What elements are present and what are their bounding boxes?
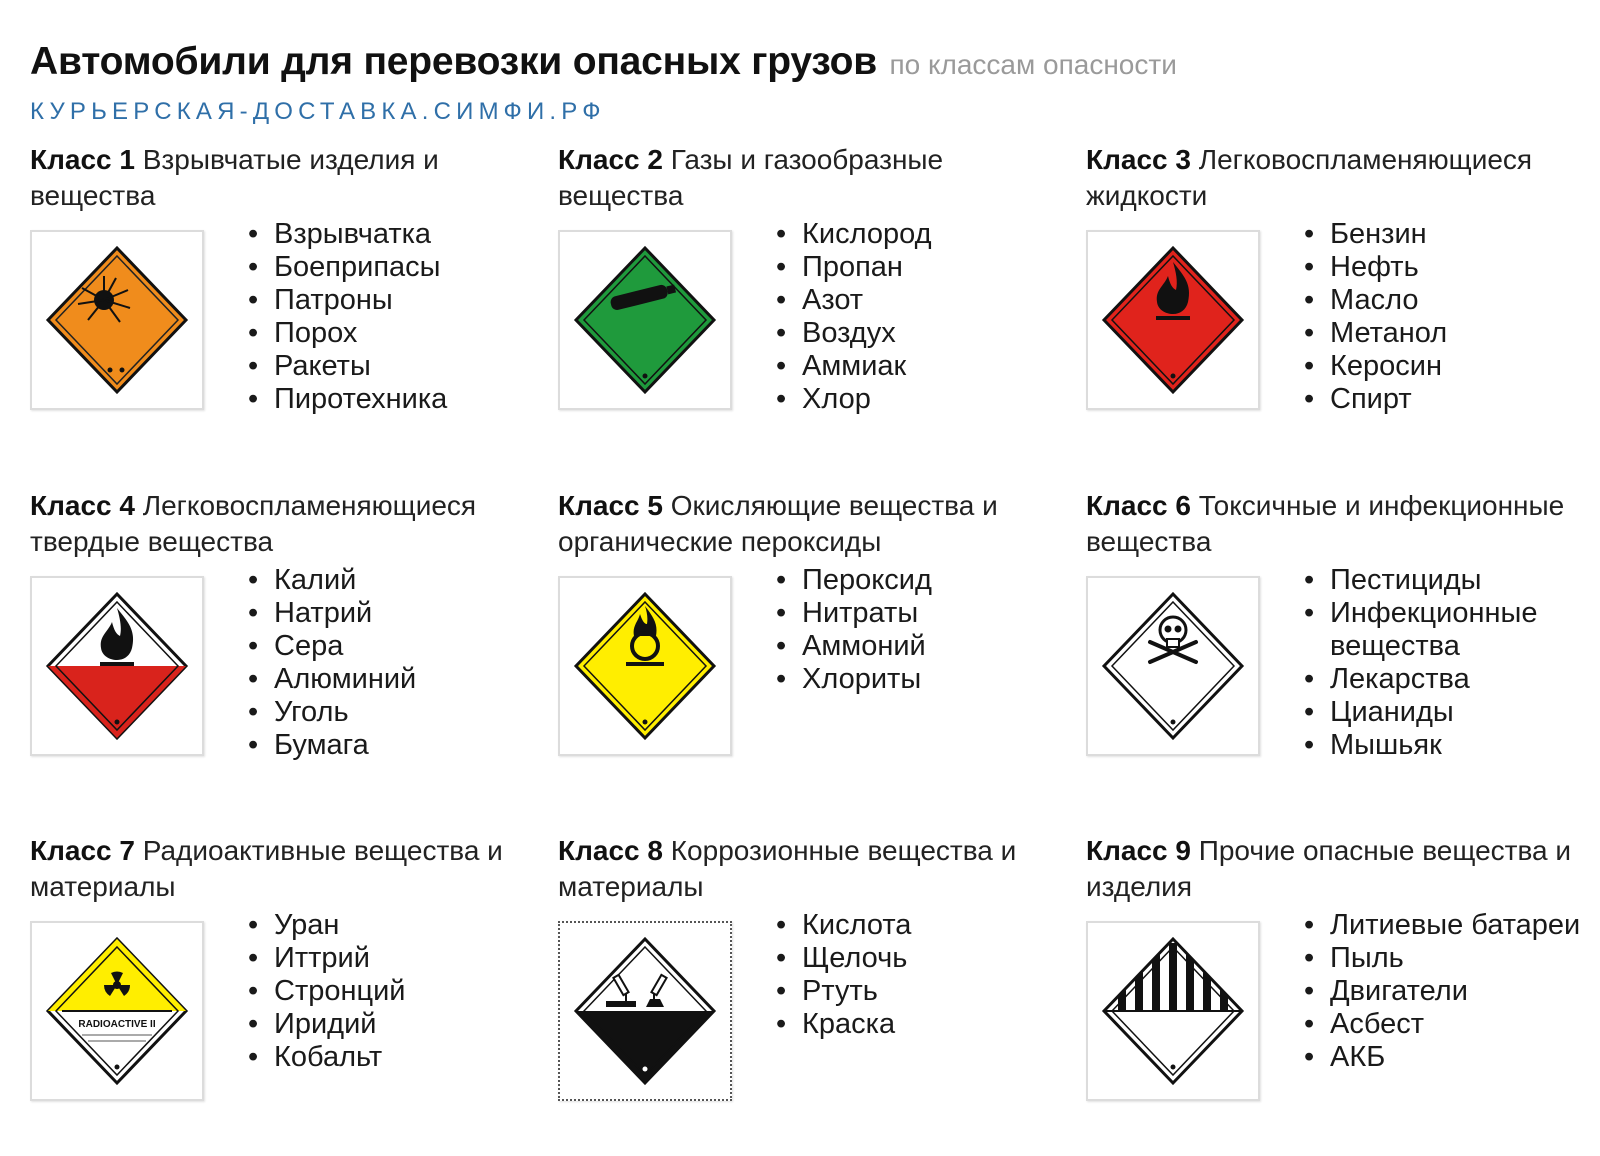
hazard-class-3 [1086, 142, 1596, 462]
substance-list [776, 909, 1066, 1041]
hazard-class-6 [1086, 488, 1596, 808]
class-label: Класс 5 [558, 490, 663, 521]
hazard-class-5 [558, 488, 1068, 808]
list-item: • Уголь [248, 696, 538, 729]
hazard-class-2 [558, 142, 1068, 462]
class-heading [558, 833, 1063, 905]
list-item: • Кислород [776, 218, 1066, 251]
hazard-class-7 [30, 833, 540, 1153]
list-item: • Метанол [1304, 317, 1594, 350]
class-label: Класс 6 [1086, 490, 1191, 521]
list-item: • Лекарства [1304, 663, 1594, 696]
hazard-class-1 [30, 142, 540, 462]
explosive-sign [30, 230, 204, 410]
list-item: • Цианиды [1304, 696, 1594, 729]
list-item: • Хлор [776, 383, 1066, 416]
list-item: • Асбест [1304, 1008, 1594, 1041]
list-item: • Нитраты [776, 597, 1066, 630]
list-item: • Ртуть [776, 975, 1066, 1008]
class-heading [558, 142, 1063, 214]
list-item: • Порох [248, 317, 538, 350]
class-title: Легковоспламеняющиеся жидкости [1086, 144, 1533, 211]
list-item: • Инфекционные вещества [1304, 597, 1594, 663]
class-heading [1086, 488, 1591, 560]
oxidizer-sign [558, 576, 732, 756]
list-item: • Аммиак [776, 350, 1066, 383]
list-item: • Нефть [1304, 251, 1594, 284]
class-heading [30, 833, 535, 905]
class-title: Радиоактивные вещества и материалы [30, 835, 503, 902]
list-item: • Патроны [248, 284, 538, 317]
class-label: Класс 3 [1086, 144, 1191, 175]
list-item: • Литиевые батареи [1304, 909, 1594, 942]
spontaneous-combustion-sign [30, 576, 204, 756]
list-item: • Кислота [776, 909, 1066, 942]
list-item: • Щелочь [776, 942, 1066, 975]
substance-list [776, 218, 1066, 416]
class-title: Взрывчатые изделия и вещества [30, 144, 439, 211]
toxic-skull-sign [1086, 576, 1260, 756]
list-item: • Пропан [776, 251, 1066, 284]
list-item: • Хлориты [776, 663, 1066, 696]
class-label: Класс 9 [1086, 835, 1191, 866]
list-item: • Ракеты [248, 350, 538, 383]
radioactive-sign [30, 921, 204, 1101]
list-item: • Иридий [248, 1008, 538, 1041]
list-item: • Мышьяк [1304, 729, 1594, 762]
class-heading [558, 488, 1063, 560]
list-item: • Спирт [1304, 383, 1594, 416]
substance-list [1304, 218, 1594, 416]
list-item: • Боеприпасы [248, 251, 538, 284]
list-item: • Взрывчатка [248, 218, 538, 251]
list-item: • Краска [776, 1008, 1066, 1041]
list-item: • Керосин [1304, 350, 1594, 383]
corrosive-sign [558, 921, 732, 1101]
hazard-class-9 [1086, 833, 1596, 1153]
list-item: • Алюминий [248, 663, 538, 696]
class-label: Класс 2 [558, 144, 663, 175]
class-heading [1086, 833, 1591, 905]
list-item: • Иттрий [248, 942, 538, 975]
class-heading [30, 488, 535, 560]
class-heading [30, 142, 535, 214]
list-item: • Бумага [248, 729, 538, 762]
list-item: • Кобальт [248, 1041, 538, 1074]
list-item: • Натрий [248, 597, 538, 630]
page-title: Автомобили для перевозки опасных грузов [30, 40, 877, 83]
site-watermark: КУРЬЕРСКАЯ-ДОСТАВКА.СИМФИ.РФ [30, 98, 606, 125]
list-item: • Пестициды [1304, 564, 1594, 597]
list-item: • Азот [776, 284, 1066, 317]
list-item: • Уран [248, 909, 538, 942]
flammable-liquid-sign [1086, 230, 1260, 410]
class-title: Газы и газообразные вещества [558, 144, 944, 211]
substance-list [1304, 564, 1594, 762]
class-label: Класс 7 [30, 835, 135, 866]
radioactive-sign-text: RADIOACTIVE II [78, 1019, 156, 1030]
hazard-class-4 [30, 488, 540, 808]
list-item: • Воздух [776, 317, 1066, 350]
class-title: Окисляющие вещества и органические пероксиды [558, 490, 998, 557]
substance-list [1304, 909, 1594, 1074]
list-item: • Аммоний [776, 630, 1066, 663]
gas-cylinder-sign [558, 230, 732, 410]
list-item: • Масло [1304, 284, 1594, 317]
class-title: Токсичные и инфекционные вещества [1086, 490, 1565, 557]
class-label: Класс 4 [30, 490, 135, 521]
list-item: • Калий [248, 564, 538, 597]
list-item: • Пиротехника [248, 383, 538, 416]
miscellaneous-stripes-sign [1086, 921, 1260, 1101]
list-item: • Двигатели [1304, 975, 1594, 1008]
page-subtitle: по классам опасности [889, 49, 1177, 80]
list-item: • Стронций [248, 975, 538, 1008]
list-item: • Бензин [1304, 218, 1594, 251]
substance-list [248, 218, 538, 416]
list-item: • Пероксид [776, 564, 1066, 597]
class-heading [1086, 142, 1591, 214]
substance-list [776, 564, 1066, 696]
hazard-class-8 [558, 833, 1068, 1153]
substance-list [248, 909, 538, 1074]
list-item: • Сера [248, 630, 538, 663]
list-item: • АКБ [1304, 1041, 1594, 1074]
class-label: Класс 1 [30, 144, 135, 175]
class-title: Легковоспламеняющиеся твердые вещества [30, 490, 477, 557]
class-title: Прочие опасные вещества и изделия [1086, 835, 1572, 902]
substance-list [248, 564, 538, 762]
class-label: Класс 8 [558, 835, 663, 866]
list-item: • Пыль [1304, 942, 1594, 975]
class-title: Коррозионные вещества и материалы [558, 835, 1017, 902]
